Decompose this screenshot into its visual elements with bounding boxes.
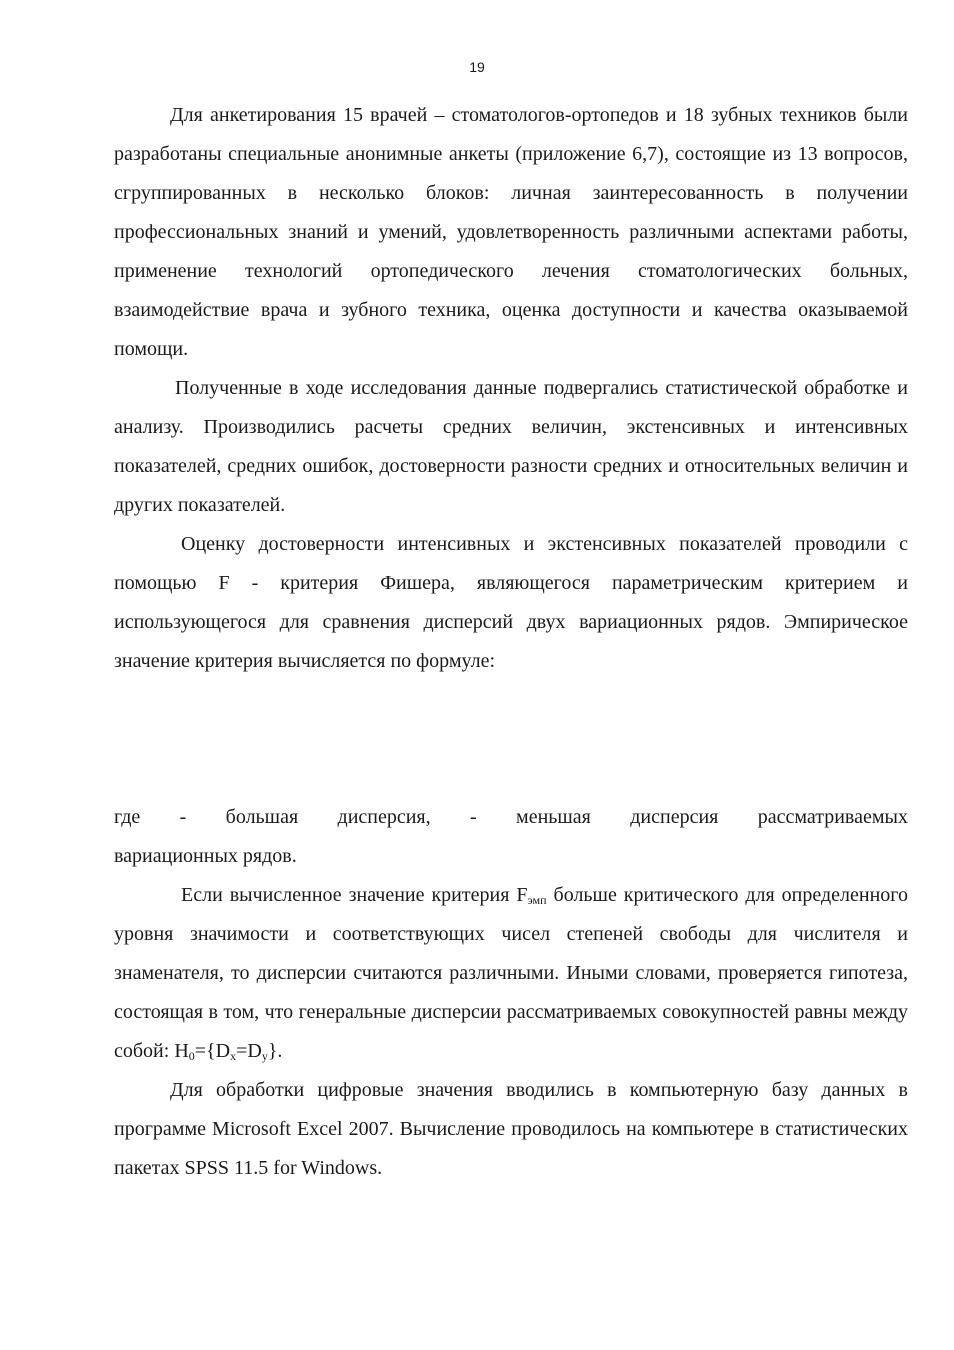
where-dash-2: - (470, 806, 477, 828)
h0-equals: =D (236, 1040, 262, 1062)
h0-subscript: 0 (188, 1049, 195, 1063)
f-emp-subscript: эмп (527, 893, 547, 907)
where-word: где (114, 806, 141, 828)
paragraph-questionnaire: Для анкетирования 15 врачей – стоматологов-ортопедов и 18 зубных техников были разработаны специальные анонимные анкеты (приложение 6,7), состоящие из 13 вопросов, сгруппированных в несколько блоков: личная заинтересованность в получении профессиональных знаний и умений, удовлетворенность различными аспектами работы, применение технологий ортопедического лечения стоматологических больных, взаимодействие врача и зубного техника, оценка доступности и качества оказываемой помощи. (114, 104, 908, 360)
paragraph-software: Для обработки цифровые значения вводились в компьютерную базу данных в программе Microsoft Excel 2007. Вычисление проводилось на компьютере в статистических пакетах SPSS 11.5 for Windows. (114, 1079, 908, 1179)
paragraph-fisher-criterion: Оценку достоверности интенсивных и экстенсивных показателей проводили с помощью F - критерия Фишера, являющегося параметрическим критерием и использующегося для сравнения дисперсий двух вариационных рядов. Эмпирическое значение критерия вычисляется по формуле: (114, 533, 908, 672)
where-word-larger: большая (225, 806, 299, 828)
page-number: 19 (469, 59, 485, 75)
document-body (114, 96, 908, 1188)
where-line (114, 798, 908, 837)
where-word-considered: рассматриваемых (757, 806, 908, 828)
where-word-smaller: меньшая (516, 806, 591, 828)
where-continuation: вариационных рядов. (114, 845, 297, 867)
h0-symbol: H (174, 1040, 189, 1062)
f-emp-symbol: F (516, 884, 528, 906)
where-word-variance-2: дисперсия (630, 806, 719, 828)
paragraph-statistical-processing: Полученные в ходе исследования данные подвергались статистической обработке и анализу. Производились расчеты средних величин, экстенсивных и интенсивных показателей, средних ошибок, достоверности разности средних и относительных величин и других показателей. (114, 377, 908, 516)
p4-before-symbol: Если вычисленное значение критерия (181, 884, 517, 906)
h0-close: }. (267, 1040, 283, 1062)
dx-subscript: x (230, 1049, 237, 1063)
where-word-variance-1: дисперсия, (337, 806, 431, 828)
h0-open: ={D (194, 1040, 231, 1062)
where-dash-1: - (179, 806, 187, 828)
dy-subscript: y (261, 1049, 268, 1063)
paragraph-hypothesis (114, 876, 908, 1071)
p4-after-symbol: больше критического для определенного уровня значимости и соответствующих чисел степеней свободы для числителя и знаменателя, то дисперсии считаются различными. Иными словами, проверяется гипотеза, состоящая в том, что генеральные дисперсии рассматриваемых совокупностей равны между собой: (114, 884, 908, 1062)
formula-placeholder (114, 681, 908, 798)
